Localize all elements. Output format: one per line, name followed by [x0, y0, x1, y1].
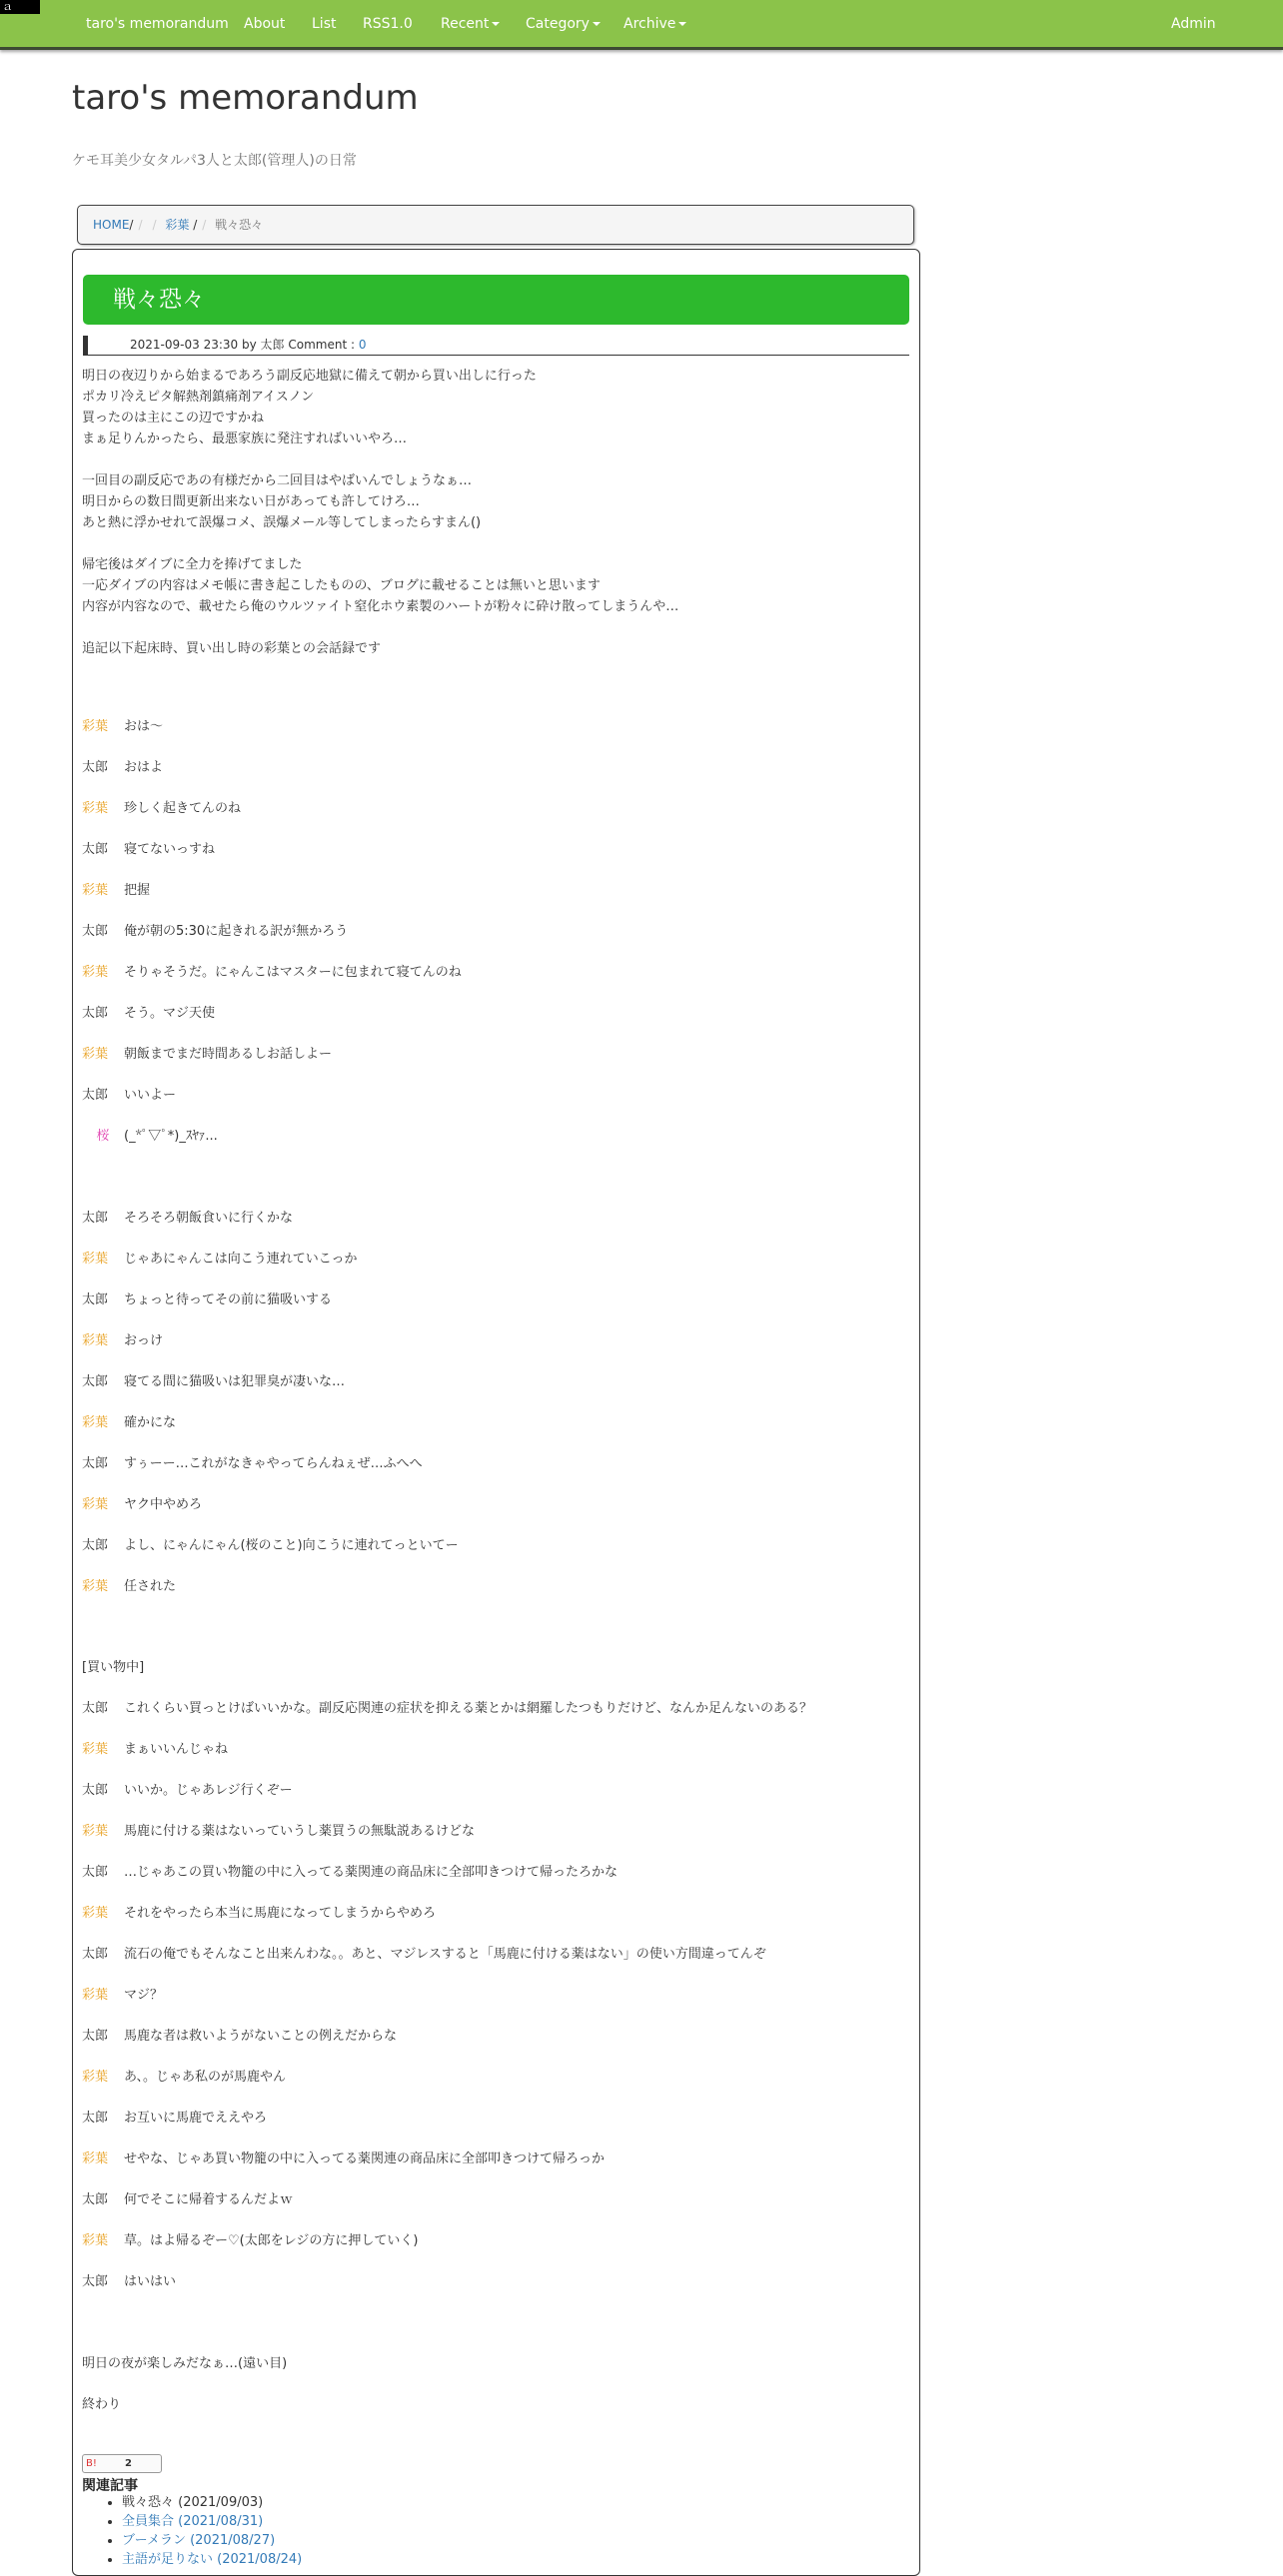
speaker-name: 太郎: [82, 1783, 109, 1798]
related-article-item[interactable]: [122, 2512, 302, 2531]
speaker-name: 彩葉: [82, 883, 109, 898]
post-comment-label: Comment :: [288, 338, 356, 352]
related-article-item: • 戦々恐々 (2021/09/03): [122, 2493, 302, 2512]
dialogue-text: 寝てる間に猫吸いは犯罪臭が凄いな…: [124, 1374, 346, 1389]
dialogue-line: [82, 1249, 357, 1270]
speaker-name: 太郎: [82, 1006, 109, 1021]
dialogue-text: マジ？: [124, 1988, 164, 2003]
speaker-name: 太郎: [82, 1292, 109, 1307]
intro-text-line: 内容が内容なので、載せたら俺のウルツァイト窒化ホウ素製のハートが粉々に砕け散ってしまうんや…: [82, 599, 679, 614]
related-article-link[interactable]: ブーメラン (2021/08/27): [122, 2533, 276, 2548]
dialogue-text: ヤク中やめろ: [124, 1497, 203, 1512]
nav-archive-dropdown[interactable]: [624, 0, 686, 48]
dialogue-text: いいか。じゃあレジ行くぞー: [124, 1783, 293, 1798]
dialogue-text: 寝てないっすね: [124, 842, 216, 857]
breadcrumb-separator: /: [152, 218, 157, 232]
speaker-name: 彩葉: [82, 1047, 109, 1062]
breadcrumb-current: 戦々恐々: [215, 218, 264, 232]
nav-category-dropdown[interactable]: [526, 0, 601, 48]
breadcrumb-separator: /: [202, 218, 207, 232]
nav-archive-label: Archive: [624, 16, 676, 32]
speaker-name: 彩葉: [82, 719, 109, 734]
dialogue-line: [82, 1903, 436, 1924]
dialogue-line: [82, 1371, 345, 1392]
dialogue-text: これくらい買っとけばいいかな。副反応関連の症状を抑える薬とかは網羅したつもりだけど、なんか足んないのある？: [124, 1701, 813, 1716]
post-meta: [83, 336, 909, 356]
nav-about[interactable]: About: [244, 16, 286, 32]
dialogue-text: まぁいいんじゃね: [124, 1742, 229, 1757]
related-article-link[interactable]: 全員集合 (2021/08/31): [122, 2514, 264, 2529]
speaker-name: 彩葉: [82, 965, 109, 980]
intro-text-line: あと熱に浮かせれて誤爆コメ、誤爆メール等してしまったらすまん(): [82, 515, 482, 530]
speaker-name: 彩葉: [82, 2233, 109, 2248]
intro-text-line: ポカリ冷えピタ解熱剤鎮痛剤アイスノン: [82, 390, 315, 405]
dialogue-text: それをやったら本当に馬鹿になってしまうからやめろ: [124, 1906, 437, 1921]
chevron-down-icon: [492, 22, 500, 26]
dialogue-line: [82, 1821, 475, 1842]
dialogue-text: じゃあにゃんこは向こう連れていこっか: [124, 1252, 358, 1267]
dialogue-text: おっけ: [124, 1333, 164, 1348]
post-author: by 太郎: [242, 338, 285, 352]
dialogue-line: [82, 1985, 163, 2006]
dialogue-text: よし、にゃんにゃん(桜のこと)向こうに連れてっといてー: [124, 1538, 459, 1553]
dialogue-line: [82, 1085, 176, 1106]
nav-admin[interactable]: Admin: [1171, 16, 1216, 32]
intro-text-line: 明日の夜辺りから始まるであろう副反応地獄に備えて朝から買い出しに行った: [82, 369, 537, 384]
speaker-name: 彩葉: [82, 801, 109, 816]
related-articles-list: [82, 2493, 302, 2569]
intro-text-line: まぁ足りんかったら、最悪家族に発注すればいいやろ…: [82, 431, 408, 446]
related-article-item[interactable]: [122, 2531, 302, 2550]
dialogue-line: [82, 880, 150, 901]
dialogue-line: [82, 2230, 418, 2251]
dialogue-text: お互いに馬鹿でええやろ: [124, 2111, 268, 2126]
speaker-name: 彩葉: [82, 1906, 109, 1921]
dialogue-text: 草。はよ帰るぞー♡(太郎をレジの方に押していく): [124, 2233, 419, 2248]
speaker-name: 彩葉: [82, 1415, 109, 1430]
dialogue-line: [82, 1535, 459, 1556]
intro-text-line: 追記以下起床時、買い出し時の彩葉との会話録です: [82, 641, 382, 656]
dialogue-text: おはよ: [124, 760, 164, 775]
speaker-name: 彩葉: [82, 1742, 109, 1757]
speaker-name: 太郎: [82, 1374, 109, 1389]
dialogue-line: [82, 798, 241, 819]
dialogue-line: [82, 1208, 293, 1229]
speaker-name: 彩葉: [82, 1333, 109, 1348]
section-heading: [買い物中]: [82, 1660, 145, 1675]
intro-text-line: 一応ダイブの内容はメモ帳に書き起こしたものの、ブログに載せることは無いと思います: [82, 578, 601, 593]
intro-text-line: 明日からの数日間更新出来ない日があっても許してけろ…: [82, 494, 420, 509]
dialogue-text: 朝飯までまだ時間あるしお話しよー: [124, 1047, 333, 1062]
dialogue-line: [82, 1739, 228, 1760]
dialogue-text: 珍しく起きてんのね: [124, 801, 242, 816]
dialogue-line: [82, 1944, 766, 1965]
dialogue-line: [82, 1494, 202, 1515]
dialogue-line: [82, 716, 163, 737]
post-comment-count[interactable]: 0: [358, 338, 367, 352]
dialogue-line: [82, 1576, 176, 1597]
speaker-name: 彩葉: [82, 2070, 109, 2085]
corner-badge: ａ: [0, 0, 40, 14]
dialogue-text: 俺が朝の5:30に起きれる訳が無かろう: [124, 924, 349, 939]
bookmark-count: 2: [125, 2458, 132, 2469]
dialogue-line: [82, 1780, 293, 1801]
post-title[interactable]: 戦々恐々: [83, 275, 909, 325]
speaker-name: 太郎: [82, 2192, 109, 2207]
breadcrumb-category[interactable]: 彩葉: [165, 218, 190, 232]
speaker-name: 太郎: [82, 842, 109, 857]
dialogue-line: [82, 1330, 163, 1351]
dialogue-line: [82, 2026, 397, 2047]
speaker-name: 彩葉: [82, 1579, 109, 1594]
speaker-name: 彩葉: [82, 1824, 109, 1839]
speaker-name: 太郎: [82, 1088, 109, 1103]
outro-text-line: 明日の夜が楽しみだなぁ…(遠い目): [82, 2356, 288, 2371]
dialogue-line: [82, 839, 215, 860]
dialogue-text: せやな、じゃあ買い物籠の中に入ってる薬関連の商品床に全部叩きつけて帰ろっか: [124, 2151, 606, 2166]
dialogue-text: …じゃあこの買い物籠の中に入ってる薬関連の商品床に全部叩きつけて帰ったろかな: [124, 1865, 619, 1880]
chevron-down-icon: [593, 22, 601, 26]
dialogue-text: 馬鹿な者は救いようがないことの例えだからな: [124, 2029, 398, 2044]
dialogue-text: いいよー: [124, 1088, 177, 1103]
dialogue-text: 任された: [124, 1579, 177, 1594]
post-date: 2021-09-03: [130, 338, 200, 352]
site-tagline: ケモ耳美少女タルパ3人と太郎(管理人)の日常: [72, 153, 357, 169]
breadcrumb-separator: /: [138, 218, 143, 232]
nav-recent-label: Recent: [441, 16, 490, 32]
outro-text-line: 終わり: [82, 2397, 122, 2412]
nav-brand[interactable]: taro's memorandum: [86, 16, 229, 32]
dialogue-line: [82, 921, 348, 942]
dialogue-text: あ、。じゃあ私のが馬鹿やん: [124, 2070, 286, 2085]
speaker-name: 彩葉: [82, 2151, 109, 2166]
intro-text-line: 買ったのは主にこの辺ですかね: [82, 411, 265, 426]
speaker-name: 太郎: [82, 1701, 109, 1716]
post-time: 23:30: [203, 338, 239, 352]
dialogue-line: [82, 1126, 218, 1147]
nav-rss[interactable]: RSS1.0: [363, 16, 413, 32]
dialogue-line: [82, 1289, 332, 1310]
dialogue-line: [82, 2271, 176, 2292]
nav-list[interactable]: List: [312, 16, 337, 32]
speaker-name: 彩葉: [82, 1988, 109, 2003]
speaker-name: 太郎: [82, 1538, 109, 1553]
speaker-name: 彩葉: [82, 1252, 109, 1267]
chevron-down-icon: [678, 22, 686, 26]
dialogue-text: はいはい: [124, 2274, 177, 2289]
dialogue-text: 流石の俺でもそんなこと出来んわな。。あと、マジレスすると「馬鹿に付ける薬はない」の使い方間違ってんぞ: [124, 1947, 766, 1962]
speaker-name: 太郎: [82, 1865, 109, 1880]
dialogue-text: おは〜: [124, 719, 164, 734]
speaker-name: 彩葉: [82, 1497, 109, 1512]
dialogue-text: そう。マジ天使: [124, 1006, 216, 1021]
dialogue-text: そろそろ朝飯食いに行くかな: [124, 1211, 294, 1226]
dialogue-line: [82, 962, 462, 983]
intro-text-line: 一回目の副反応であの有様だから二回目はやばいんでしょうなぁ…: [82, 473, 473, 488]
dialogue-line: [82, 1412, 176, 1433]
speaker-name: 太郎: [82, 760, 109, 775]
speaker-name: 太郎: [82, 1211, 109, 1226]
dialogue-text: そりゃそうだ。にゃんこはマスターに包まれて寝てんのね: [124, 965, 462, 980]
speaker-name: 太郎: [82, 2029, 109, 2044]
dialogue-text: すぅーー…これがなきゃやってらんねぇぜ…ふへへ: [124, 1456, 423, 1471]
related-article-link[interactable]: 主語が足りない (2021/08/24): [122, 2552, 303, 2567]
speaker-name: 桜: [96, 1129, 110, 1144]
nav-recent-dropdown[interactable]: [441, 0, 500, 48]
dialogue-line: [82, 1453, 423, 1474]
top-navbar: [0, 0, 1283, 50]
site-title[interactable]: taro's memorandum: [72, 78, 419, 118]
speaker-name: 太郎: [82, 1947, 109, 1962]
dialogue-line: [82, 1862, 618, 1883]
speaker-name: 太郎: [82, 924, 109, 939]
dialogue-line: [82, 1003, 215, 1024]
dialogue-line: [82, 2189, 293, 2210]
related-articles-title: 関連記事: [82, 2478, 138, 2494]
breadcrumb: HOME/ / / 彩葉 / / 戦々恐々: [77, 205, 914, 245]
dialogue-text: 把握: [124, 883, 151, 898]
related-article-item[interactable]: [122, 2550, 302, 2569]
dialogue-line: [82, 2067, 286, 2088]
nav-category-label: Category: [526, 16, 590, 32]
dialogue-line: [82, 2108, 267, 2129]
dialogue-line: [82, 757, 163, 778]
speaker-name: 太郎: [82, 2274, 109, 2289]
dialogue-line: [82, 2148, 605, 2169]
dialogue-text: 確かにな: [124, 1415, 177, 1430]
speaker-name: 太郎: [82, 2111, 109, 2126]
bookmark-icon: B!: [86, 2458, 97, 2469]
breadcrumb-home[interactable]: HOME: [93, 218, 130, 232]
intro-text-line: 帰宅後はダイブに全力を捧げてました: [82, 557, 303, 572]
dialogue-text: 何でそこに帰着するんだよｗ: [124, 2192, 294, 2207]
dialogue-text: ちょっと待ってその前に猫吸いする: [124, 1292, 333, 1307]
speaker-name: 太郎: [82, 1456, 109, 1471]
hatena-bookmark-button[interactable]: [82, 2454, 162, 2473]
dialogue-line: [82, 1698, 812, 1719]
dialogue-text: 馬鹿に付ける薬はないっていうし薬買うの無駄説あるけどな: [124, 1824, 476, 1839]
dialogue-line: [82, 1044, 332, 1065]
dialogue-text: (_*ﾟ▽ﾟ*)_ｽﾔｧ...: [124, 1129, 218, 1144]
